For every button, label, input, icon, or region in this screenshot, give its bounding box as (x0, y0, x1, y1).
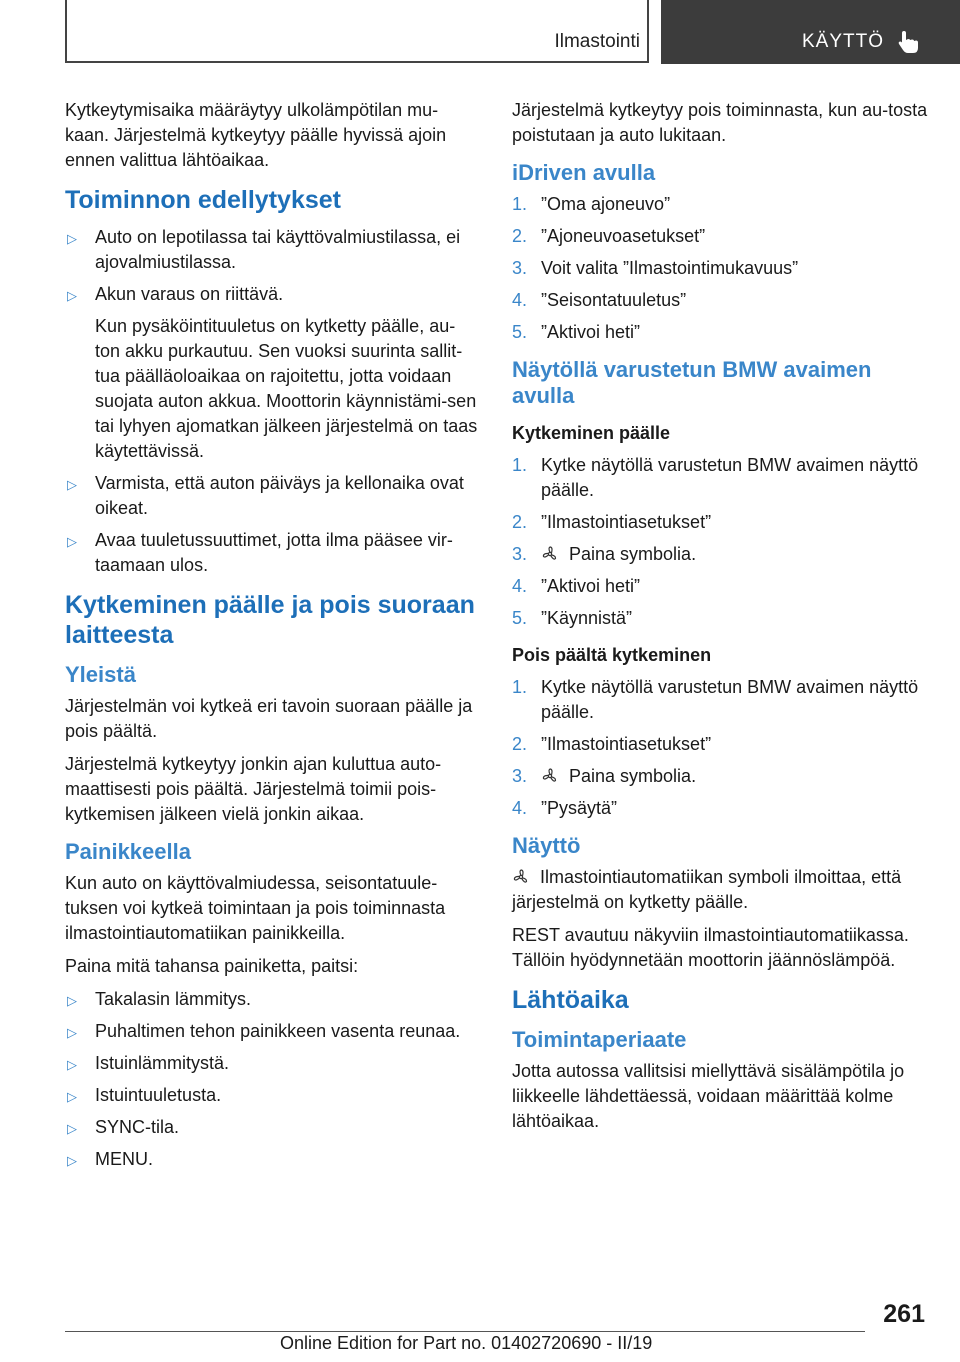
footer-divider (65, 1331, 865, 1332)
button-paragraph-1: Kun auto on käyttövalmiudessa, seisontatuule-tuksen voi kytkeä toimintaan ja pois toiminnasta ilmastointiautomatiikan painikkeilla. (65, 873, 446, 943)
list-item: 1. ”Oma ajoneuvo” (512, 194, 671, 214)
intro-paragraph: Kytkeytymisaika määräytyy ulkolämpötilan mu-kaan. Järjestelmä kytkeytyy päälle hyvissä ajoin ennen valittua lähtöaikaa. (65, 100, 447, 170)
list-item: 4. ”Seisontatuuletus” (512, 290, 687, 310)
heading-direct-control: Kytkeminen päälle ja pois suoraan laitteesta (65, 591, 475, 649)
list-item: 3. Paina symbolia. (512, 544, 697, 564)
heading-principle: Toimintaperiaate (512, 1027, 687, 1052)
heading-switch-off: Pois päältä kytkeminen (512, 645, 712, 665)
display-paragraph-1: Ilmastointiautomatiikan symboli ilmoittaa, että järjestelmä on kytketty päälle. (512, 867, 902, 912)
list-item: 4. ”Pysäytä” (512, 798, 618, 818)
triangle-bullet-icon: ▷ (67, 231, 77, 246)
page-number: 261 (883, 1300, 925, 1328)
triangle-bullet-icon: ▷ (67, 1089, 77, 1104)
chapter-tab (661, 0, 960, 64)
list-item: 1. Kytke näytöllä varustetun BMW avaimen näyttö päälle. (512, 677, 919, 722)
list-item: ▷ Akun varaus on riittävä. (65, 282, 480, 307)
right-column (512, 98, 932, 1142)
heading-by-button: Painikkeella (65, 839, 191, 864)
fan-icon (512, 869, 530, 885)
section-title: Ilmastointi (554, 31, 640, 52)
triangle-bullet-icon: ▷ (67, 1153, 77, 1168)
list-item: ▷ Auto on lepotilassa tai käyttövalmiustilassa, ei ajovalmiustilassa. (67, 227, 461, 272)
heading-departure-time: Lähtöaika (512, 986, 629, 1014)
general-paragraph-1: Järjestelmän voi kytkeä eri tavoin suoraan päälle ja pois päältä. (65, 696, 473, 741)
hand-pointer-icon (896, 29, 922, 55)
triangle-bullet-icon: ▷ (67, 477, 77, 492)
list-item: ▷ Istuintuuletusta. (65, 1083, 480, 1108)
prerequisite-list-continued (65, 471, 480, 578)
list-item: ▷ SYNC-tila. (65, 1115, 480, 1140)
principle-paragraph: Jotta autossa vallitsisi miellyttävä sisälämpötila jo liikkeelle lähdettäessä, voidaan määrittää kolme lähtöaikaa. (512, 1061, 905, 1131)
heading-idrive: iDriven avulla (512, 160, 656, 185)
triangle-bullet-icon: ▷ (67, 288, 77, 303)
list-item: ▷ Avaa tuuletussuuttimet, jotta ilma pääsee vir-taamaan ulos. (67, 530, 453, 575)
idrive-steps (512, 192, 932, 345)
left-column (65, 98, 480, 1179)
fan-icon (541, 768, 559, 784)
right-intro-paragraph: Järjestelmä kytkeytyy pois toiminnasta, kun au-tosta poistutaan ja auto lukitaan. (512, 100, 928, 145)
general-paragraph-2: Järjestelmä kytkeytyy jonkin ajan kuluttua auto-maattisesti pois päältä. Järjestelmä toimii pois-kytkemisen jälkeen vielä jonkin aikaa. (65, 754, 442, 824)
list-item: 5. ”Aktivoi heti” (512, 322, 641, 342)
edition-footer: Online Edition for Part no. 01402720690 - II/19 (280, 1333, 653, 1353)
list-item: 2. ”Ilmastointiasetukset” (512, 512, 712, 532)
button-paragraph-2: Paina mitä tahansa painiketta, paitsi: (65, 956, 359, 976)
list-item: 4. ”Aktivoi heti” (512, 576, 641, 596)
switch-on-steps (512, 453, 932, 631)
display-paragraph-2: REST avautuu näkyviin ilmastointiautomatiikassa. Tällöin hyödynnetään moottorin jäännöslämpöä. (512, 925, 909, 970)
heading-prerequisites: Toiminnon edellytykset (65, 186, 341, 214)
list-item: 3. Voit valita ”Ilmastointimukavuus” (512, 258, 799, 278)
heading-switch-on: Kytkeminen päälle (512, 423, 671, 443)
switch-off-steps (512, 675, 932, 821)
list-item: ▷ MENU. (65, 1147, 480, 1172)
list-item: 5. ”Käynnistä” (512, 608, 633, 628)
list-item: ▷ Takalasin lämmitys. (65, 987, 480, 1012)
heading-display-key: Näytöllä varustetun BMW avaimen avulla (512, 357, 872, 408)
exception-list (65, 987, 480, 1172)
list-item: 2. ”Ajoneuvoasetukset” (512, 226, 706, 246)
triangle-bullet-icon: ▷ (67, 993, 77, 1008)
list-item: 2. ”Ilmastointiasetukset” (512, 734, 712, 754)
triangle-bullet-icon: ▷ (67, 534, 77, 549)
triangle-bullet-icon: ▷ (67, 1025, 77, 1040)
fan-icon (541, 546, 559, 562)
prerequisite-list (65, 225, 480, 307)
list-item: 1. Kytke näytöllä varustetun BMW avaimen näyttö päälle. (512, 455, 919, 500)
chapter-title: KÄYTTÖ (801, 31, 884, 52)
heading-display: Näyttö (512, 833, 581, 858)
triangle-bullet-icon: ▷ (67, 1121, 77, 1136)
heading-general: Yleistä (65, 662, 136, 687)
list-item: ▷ Puhaltimen tehon painikkeen vasenta reunaa. (65, 1019, 480, 1044)
list-item: ▷ Varmista, että auton päiväys ja kellonaika ovat oikeat. (67, 473, 464, 518)
battery-note: Kun pysäköintituuletus on kytketty päälle, au-ton akku purkautuu. Sen vuoksi suurinta sallit-tua päälläoloaikaa on rajoitettu, jotta voidaan suojata auton akkua. Moottorin käynnistämi-sen tai lyhyen ajomatkan jälkeen järjestelmä on taas käytettävissä. (95, 316, 478, 461)
list-item: ▷ Istuinlämmitystä. (65, 1051, 480, 1076)
triangle-bullet-icon: ▷ (67, 1057, 77, 1072)
list-item: 3. Paina symbolia. (512, 766, 697, 786)
